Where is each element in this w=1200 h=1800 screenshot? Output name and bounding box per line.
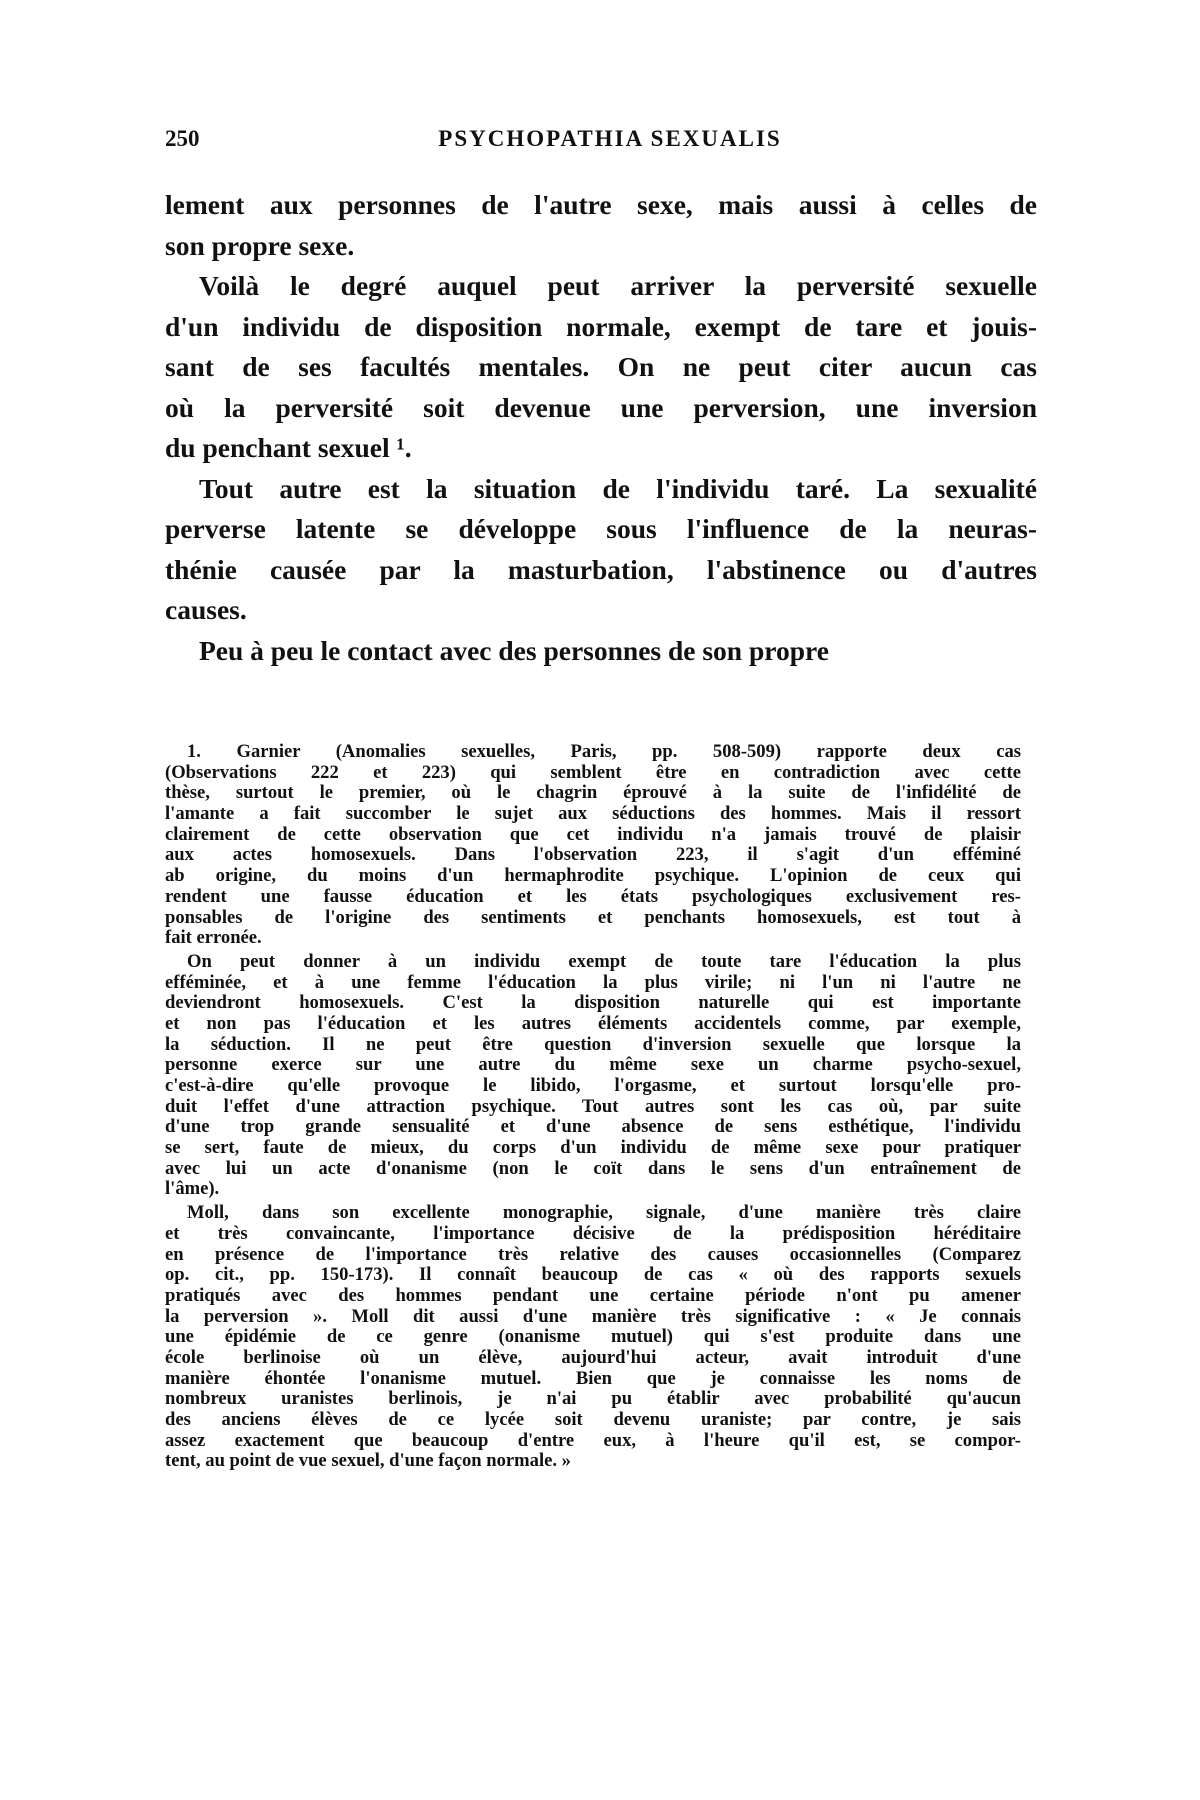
paragraph	[165, 631, 1037, 672]
running-title: PSYCHOPATHIA SEXUALIS	[438, 126, 782, 151]
text-line: manière éhontée l'onanisme mutuel. Bien que je connaisse les noms de	[165, 1367, 1021, 1389]
text-line: école berlinoise où un élève, aujourd'hui acteur, avait introduit d'une	[165, 1346, 1021, 1368]
text-line: duit l'effet d'une attraction psychique. Tout autres sont les cas où, par suite	[165, 1095, 1021, 1117]
text-line: la séduction. Il ne peut être question d'inversion sexuelle que lorsque la	[165, 1033, 1021, 1055]
text-line: Voilà le degré auquel peut arriver la perversité sexuelle	[199, 270, 1037, 301]
text-line: en présence de l'importance très relative des causes occasionnelles (Comparez	[165, 1243, 1021, 1265]
text-line: thénie causée par la masturbation, l'abstinence ou d'autres	[165, 553, 1037, 585]
text-line: Moll, dans son excellente monographie, signale, d'une manière très claire	[187, 1202, 1021, 1224]
footnotes	[165, 742, 1021, 1475]
text-line: ab origine, du moins d'un hermaphrodite psychique. L'opinion de ceux qui	[165, 865, 1021, 887]
text-line: thèse, surtout le premier, où le chagrin éprouvé à la suite de l'infidélité de	[165, 782, 1021, 804]
text-line: l'amante a fait succomber le sujet aux séductions des hommes. Mais il ressort	[165, 803, 1021, 825]
text-line: avec lui un acte d'onanisme (non le coït dans le sens d'un entraînement de	[165, 1157, 1021, 1179]
paragraph	[165, 266, 1037, 469]
text-line: d'une trop grande sensualité et d'une absence de sens esthétique, l'individu	[165, 1116, 1021, 1138]
footnote-paragraph	[165, 742, 1021, 949]
text-line: tent, au point de vue sexuel, d'une façon normale. »	[165, 1450, 571, 1472]
text-line: rendent une fausse éducation et les états psychologiques exclusivement res-	[165, 885, 1021, 907]
text-line: et très convaincante, l'importance décisive de la prédisposition héréditaire	[165, 1222, 1021, 1244]
text-line: nombreux uranistes berlinois, je n'ai pu établir avec probabilité qu'aucun	[165, 1388, 1021, 1410]
text-line: 1. Garnier (Anomalies sexuelles, Paris, pp. 508-509) rapporte deux cas	[187, 741, 1021, 762]
text-line: causes.	[165, 594, 247, 625]
text-line: Peu à peu le contact avec des personnes de son propre	[199, 634, 829, 666]
text-line: fait erronée.	[165, 927, 262, 949]
paragraph	[165, 469, 1037, 631]
text-line: la perversion ». Moll dit aussi d'une manière très significative : « Je connais	[165, 1305, 1021, 1327]
text-line: deviendront homosexuels. C'est la disposition naturelle qui est importante	[165, 992, 1021, 1014]
text-line: son propre sexe.	[165, 229, 355, 261]
text-line: des anciens élèves de ce lycée soit devenu uraniste; par contre, je sais	[165, 1409, 1021, 1430]
text-line: et non pas l'éducation et les autres éléments accidentels comme, par exemple,	[165, 1012, 1021, 1034]
text-line: sant de ses facultés mentales. On ne peut citer aucun cas	[165, 351, 1037, 382]
text-line: d'un individu de disposition normale, exempt de tare et jouis-	[165, 310, 1037, 342]
text-line: personne exerce sur une autre du même sexe un charme psycho-sexuel,	[165, 1054, 1021, 1076]
text-line: clairement de cette observation que cet individu n'a jamais trouvé de plaisir	[165, 823, 1021, 845]
footnote-paragraph	[165, 952, 1021, 1200]
text-line: où la perversité soit devenue une perversion, une inversion	[165, 391, 1037, 423]
text-line: l'âme).	[165, 1178, 220, 1200]
text-line: lement aux personnes de l'autre sexe, mais aussi à celles de	[165, 189, 1037, 220]
paragraph	[165, 185, 1037, 266]
text-line: op. cit., pp. 150-173). Il connaît beaucoup de cas « où des rapports sexuels	[165, 1264, 1021, 1286]
text-line: perverse latente se développe sous l'influence de la neuras-	[165, 513, 1037, 544]
footnote-paragraph	[165, 1203, 1021, 1472]
text-line: une épidémie de ce genre (onanisme mutuel) qui s'est produite dans une	[165, 1326, 1021, 1348]
main-text	[165, 185, 1037, 671]
text-line: c'est-à-dire qu'elle provoque le libido, l'orgasme, et surtout lorsqu'elle pro-	[165, 1075, 1021, 1096]
text-line: ponsables de l'origine des sentiments et penchants homosexuels, est tout à	[165, 906, 1021, 928]
text-line: pratiqués avec des hommes pendant une certaine période n'ont pu amener	[165, 1284, 1021, 1306]
text-line: se sert, faute de mieux, du corps d'un individu de même sexe pour pratiquer	[165, 1137, 1021, 1159]
text-line: du penchant sexuel ¹.	[165, 432, 412, 463]
text-line: aux actes homosexuels. Dans l'observation 223, il s'agit d'un efféminé	[165, 844, 1021, 866]
text-line: Tout autre est la situation de l'individu taré. La sexualité	[199, 472, 1037, 504]
text-line: (Observations 222 et 223) qui semblent être en contradiction avec cette	[165, 761, 1021, 783]
page-number: 250	[165, 126, 200, 151]
text-line: assez exactement que beaucoup d'entre eux, à l'heure qu'il est, se compor-	[165, 1429, 1021, 1451]
text-line: efféminée, et à une femme l'éducation la plus virile; ni l'un ni l'autre ne	[165, 971, 1021, 993]
page-header	[165, 126, 1035, 160]
text-line: On peut donner à un individu exempt de toute tare l'éducation la plus	[187, 950, 1021, 972]
